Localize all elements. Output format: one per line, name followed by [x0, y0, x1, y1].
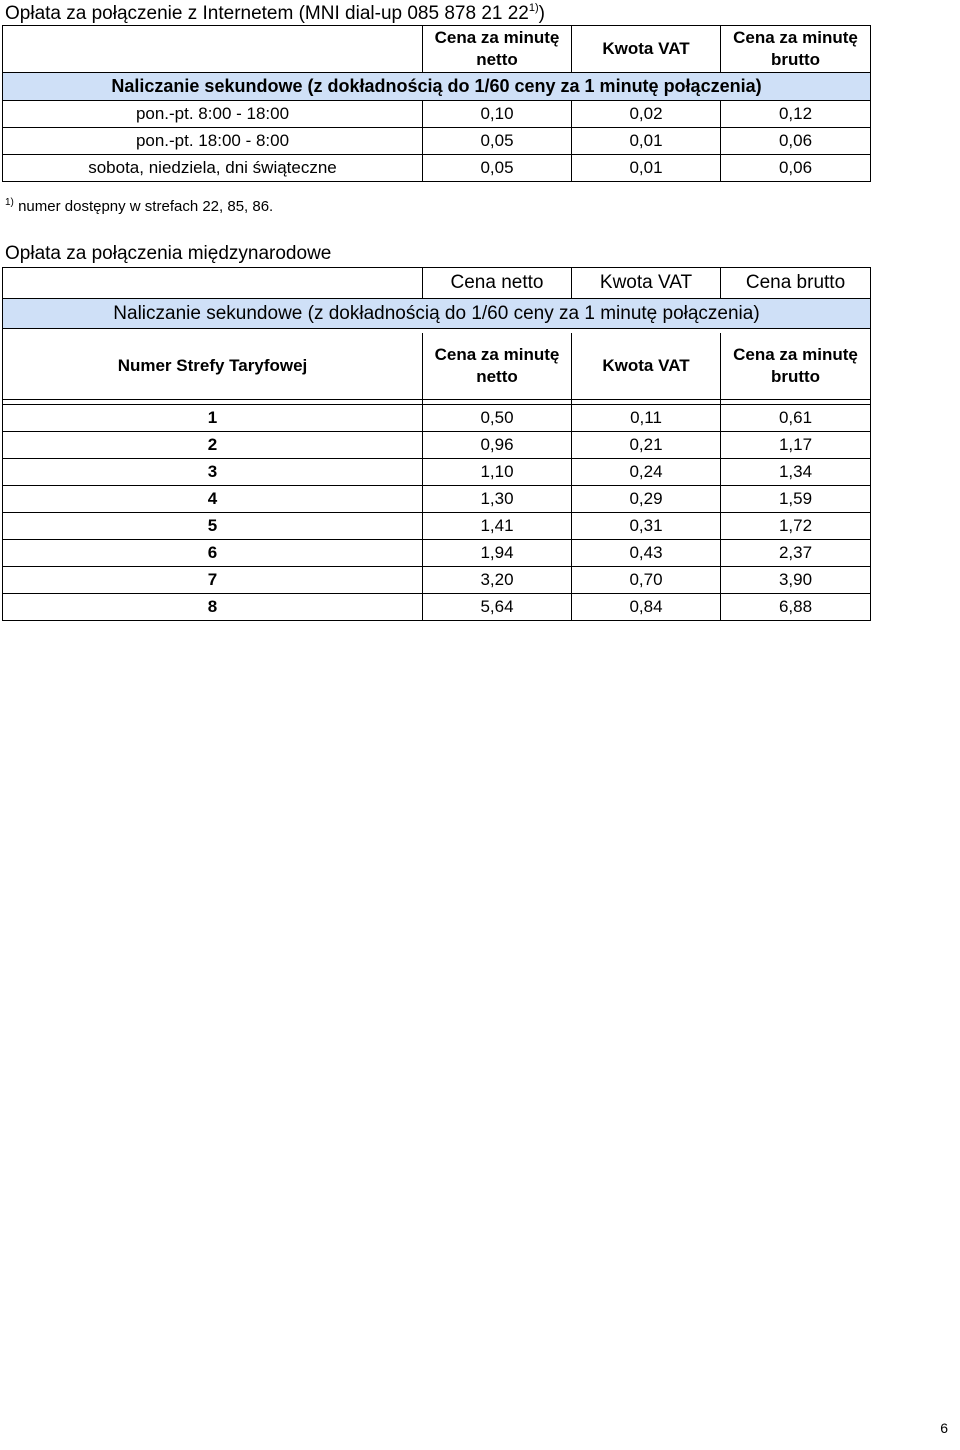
netto-value: 1,94	[423, 540, 572, 567]
netto-value: 1,10	[423, 459, 572, 486]
footnote: $^{1)}$ numer dostępny w strefach 22, 85, 86.	[5, 197, 274, 215]
header-kwota-vat: Kwota VAT	[572, 268, 721, 299]
table-row	[3, 540, 871, 567]
netto-value: 5,64	[423, 594, 572, 621]
international-rates-table	[2, 267, 871, 621]
table-row	[3, 486, 871, 513]
vat-value: 0,24	[572, 459, 721, 486]
table-row	[3, 128, 871, 155]
vat-value: 0,84	[572, 594, 721, 621]
header-vat: Kwota VAT	[572, 333, 721, 400]
section2-title: Opłata za połączenia międzynarodowe	[5, 243, 332, 264]
vat-value: 0,21	[572, 432, 721, 459]
billing-banner: Naliczanie sekundowe (z dokładnością do 1/60 ceny za 1 minutę połączenia)	[3, 73, 871, 101]
brutto-value: 6,88	[721, 594, 871, 621]
header-row	[3, 26, 871, 73]
table-row	[3, 432, 871, 459]
netto-value: 3,20	[423, 567, 572, 594]
header-zone-number: Numer Strefy Taryfowej	[3, 333, 423, 400]
section1-title: Opłata za połączenie z Internetem (MNI dial-up 085 878 21 22$^{1)}$)	[5, 2, 545, 24]
zone-number: 6	[3, 540, 423, 567]
zone-number: 8	[3, 594, 423, 621]
zone-number: 4	[3, 486, 423, 513]
title-footnote-mark: 1)	[528, 2, 539, 14]
vat-value: 0,70	[572, 567, 721, 594]
vat-value: 0,31	[572, 513, 721, 540]
brutto-value: 0,06	[721, 128, 871, 155]
brutto-value: 1,34	[721, 459, 871, 486]
header-netto: Cena za minutę netto	[423, 333, 572, 400]
billing-banner: Naliczanie sekundowe (z dokładnością do 1/60 ceny za 1 minutę połączenia)	[3, 299, 871, 329]
netto-value: 0,05	[423, 155, 572, 182]
netto-value: 0,50	[423, 405, 572, 432]
brutto-value: 2,37	[721, 540, 871, 567]
table-row	[3, 459, 871, 486]
netto-value: 0,10	[423, 101, 572, 128]
column-header-row	[3, 333, 871, 400]
netto-value: 1,41	[423, 513, 572, 540]
zone-number: 2	[3, 432, 423, 459]
empty-header-cell	[3, 26, 423, 73]
brutto-value: 0,12	[721, 101, 871, 128]
header-cena-brutto: Cena brutto	[721, 268, 871, 299]
brutto-value: 0,61	[721, 405, 871, 432]
brutto-value: 0,06	[721, 155, 871, 182]
brutto-value: 1,59	[721, 486, 871, 513]
table-row	[3, 567, 871, 594]
header-vat: Kwota VAT	[572, 26, 721, 73]
brutto-value: 3,90	[721, 567, 871, 594]
brutto-value: 1,72	[721, 513, 871, 540]
table-row	[3, 594, 871, 621]
header-netto: Cena za minutę netto	[423, 26, 572, 73]
vat-value: 0,29	[572, 486, 721, 513]
internet-rates-table	[2, 25, 871, 182]
time-period-label: sobota, niedziela, dni świąteczne	[3, 155, 423, 182]
netto-value: 0,96	[423, 432, 572, 459]
zone-number: 1	[3, 405, 423, 432]
zone-number: 7	[3, 567, 423, 594]
zone-number: 5	[3, 513, 423, 540]
zone-number: 3	[3, 459, 423, 486]
banner-row	[3, 73, 871, 101]
footnote-mark: 1)	[5, 197, 14, 208]
page-number: 6	[940, 1420, 948, 1436]
top-header-row	[3, 268, 871, 299]
empty-header-cell	[3, 268, 423, 299]
netto-value: 1,30	[423, 486, 572, 513]
brutto-value: 1,17	[721, 432, 871, 459]
time-period-label: pon.-pt. 8:00 - 18:00	[3, 101, 423, 128]
header-cena-netto: Cena netto	[423, 268, 572, 299]
header-brutto: Cena za minutę brutto	[721, 333, 871, 400]
banner-row	[3, 299, 871, 329]
vat-value: 0,02	[572, 101, 721, 128]
vat-value: 0,01	[572, 155, 721, 182]
header-brutto: Cena za minutę brutto	[721, 26, 871, 73]
vat-value: 0,11	[572, 405, 721, 432]
table-row	[3, 513, 871, 540]
table-row	[3, 155, 871, 182]
netto-value: 0,05	[423, 128, 572, 155]
table-row	[3, 101, 871, 128]
time-period-label: pon.-pt. 18:00 - 8:00	[3, 128, 423, 155]
vat-value: 0,43	[572, 540, 721, 567]
vat-value: 0,01	[572, 128, 721, 155]
table-row	[3, 405, 871, 432]
